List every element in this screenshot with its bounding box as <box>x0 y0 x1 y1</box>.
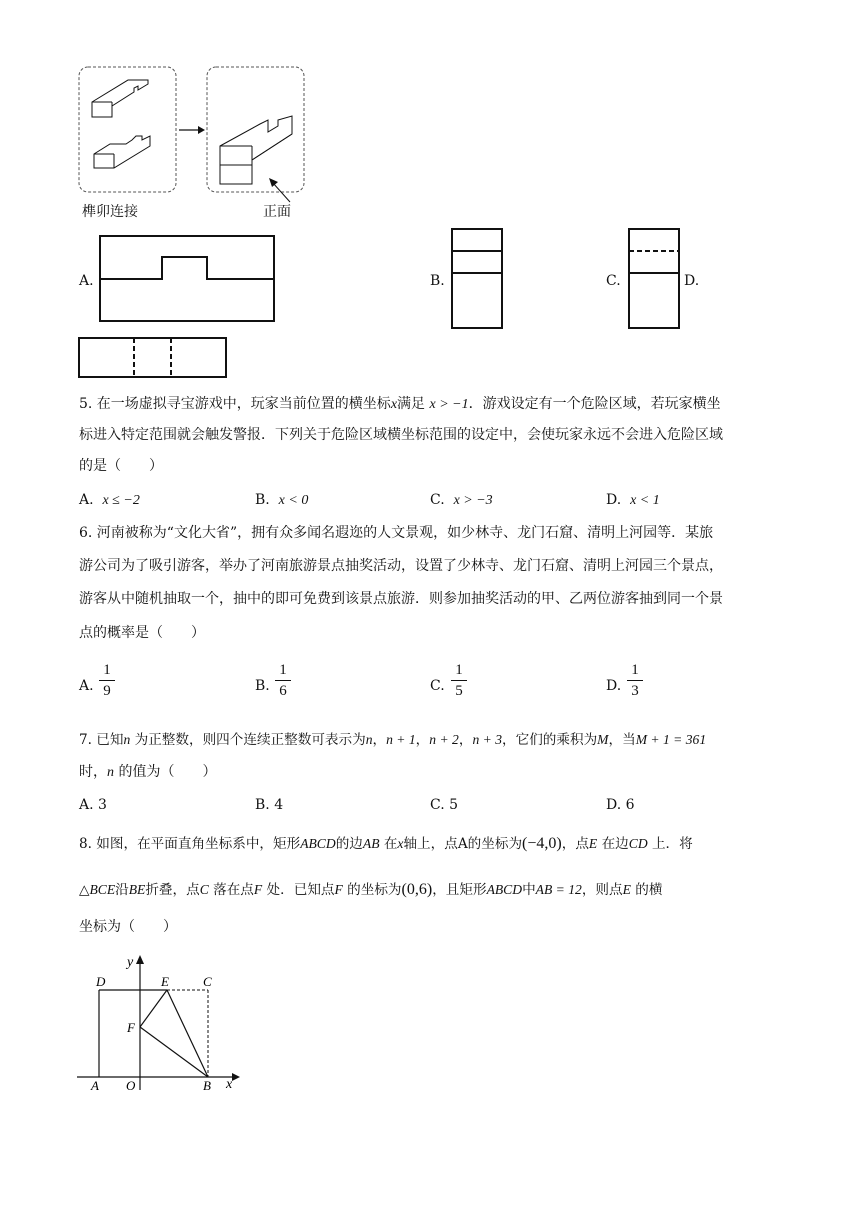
q4-option-d-figure <box>76 336 230 380</box>
q5-option-a[interactable]: A. x ≤ −2 <box>79 492 140 508</box>
q6-option-b-label[interactable]: B. <box>255 678 270 694</box>
q8-stem-line2: △BCE沿BE折叠，点C 落在点F 处．已知点F 的坐标为(0,6)，且矩形ABCD中AB = 12，则点E 的横 <box>79 881 663 898</box>
fig-label-y: y <box>127 955 134 970</box>
q6-stem-line4: 点的概率是（ ） <box>79 625 205 641</box>
q6-option-b-fraction[interactable]: 1 6 <box>275 662 291 699</box>
q6-stem-line1: 6. 河南被称为“文化大省”，拥有众多闻名遐迩的人文景观，如少林寺、龙门石窟、清明上河园等．某旅 <box>79 525 714 541</box>
q6-option-a-fraction[interactable]: 1 9 <box>99 662 115 699</box>
q4-option-b-label[interactable]: B. <box>430 273 445 289</box>
q4-option-a-label[interactable]: A. <box>79 273 94 289</box>
q8-stem-line3: 坐标为（ ） <box>79 919 177 935</box>
fig-label-d: D <box>96 974 106 989</box>
q7-option-b[interactable]: B. 4 <box>255 797 284 813</box>
q5-stem-line1: 5. 在一场虚拟寻宝游戏中，玩家当前位置的横坐标x满足 x > −1．游戏设定有一个危险区域，若玩家横坐 <box>79 396 721 412</box>
q5-stem-line3: 的是（ ） <box>79 458 163 474</box>
q5-option-c[interactable]: C. x > −3 <box>430 492 493 508</box>
fig-label-x: x <box>226 1077 233 1092</box>
q7-option-a[interactable]: A. 3 <box>79 797 107 813</box>
fig-label-a: A <box>91 1078 99 1093</box>
q4-option-c-figure <box>627 227 683 331</box>
q6-option-d-fraction[interactable]: 1 3 <box>627 662 643 699</box>
q6-stem-line2: 游公司为了吸引游客，举办了河南旅游景点抽奖活动，设置了少林寺、龙门石窟、清明上河园三个景点， <box>79 558 723 574</box>
q8-stem-line1: 8. 如图，在平面直角坐标系中，矩形ABCD的边AB 在x轴上，点A的坐标为(−4,0)，点E 在边CD 上．将 <box>79 835 693 852</box>
q4-option-b-figure <box>450 227 506 331</box>
q5-option-d[interactable]: D. x < 1 <box>606 492 660 508</box>
fig-label-f: F <box>127 1020 135 1035</box>
front-caption: 正面 <box>263 204 291 220</box>
tenon-mortise-caption: 榫卯连接 <box>82 204 138 220</box>
q4-option-d-label[interactable]: D. <box>684 273 700 289</box>
q4-option-c-label[interactable]: C. <box>606 273 621 289</box>
fig-label-b: B <box>203 1078 211 1093</box>
q6-option-c-label[interactable]: C. <box>430 678 445 694</box>
fig-label-o: O <box>126 1078 136 1093</box>
fig-label-e: E <box>161 974 169 989</box>
q7-option-c[interactable]: C. 5 <box>430 797 459 813</box>
q5-stem-line2: 标进入特定范围就会触发警报．下列关于危险区域横坐标范围的设定中，会使玩家永远不会进入危险区域 <box>79 427 723 443</box>
q6-stem-line3: 游客从中随机抽取一个，抽中的即可免费到该景点旅游．则参加抽奖活动的甲、乙两位游客抽到同一个景 <box>79 591 723 607</box>
q4-option-a-figure <box>96 233 278 325</box>
q6-option-c-fraction[interactable]: 1 5 <box>451 662 467 699</box>
q8-coordinate-figure <box>72 950 252 1095</box>
q5-option-b[interactable]: B. x < 0 <box>255 492 309 508</box>
q6-option-a-label[interactable]: A. <box>79 678 94 694</box>
q7-stem-line1: 7. 已知n 为正整数，则四个连续正整数可表示为n，n + 1，n + 2，n + 3，它们的乘积为M，当M + 1 = 361 <box>79 732 707 748</box>
q7-option-d[interactable]: D. 6 <box>606 797 635 813</box>
fig-label-c: C <box>203 974 212 989</box>
q7-stem-line2: 时，n 的值为（ ） <box>79 764 217 780</box>
q6-option-d-label[interactable]: D. <box>606 678 622 694</box>
